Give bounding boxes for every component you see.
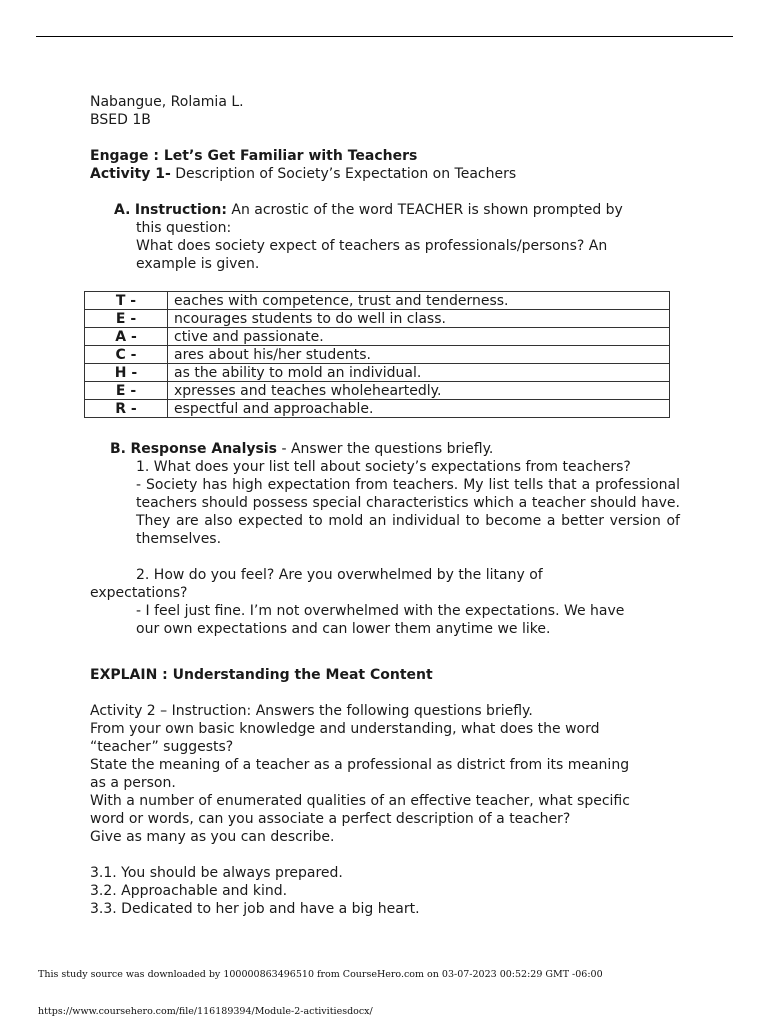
table-row: [85, 346, 670, 364]
explain-line: word or words, can you associate a perfect description of a teacher?: [90, 811, 571, 827]
acrostic-letter: H -: [85, 364, 168, 382]
answer-2-line-1: - I feel just fine. I’m not overwhelmed with the expectations. We have: [136, 603, 625, 619]
response-heading: [90, 440, 680, 458]
acrostic-table: [84, 291, 670, 418]
explain-line: From your own basic knowledge and understanding, what does the word: [90, 721, 600, 737]
answer-2-line-2: our own expectations and can lower them anytime we like.: [136, 621, 551, 637]
acrostic-letter: C -: [85, 346, 168, 364]
answer-item: 3.3. Dedicated to her job and have a big heart.: [90, 901, 420, 917]
activity-1-label: Activity 1-: [90, 166, 171, 182]
acrostic-letter: A -: [85, 328, 168, 346]
acrostic-text: as the ability to mold an individual.: [168, 364, 670, 382]
table-row: [85, 400, 670, 418]
activity-1-heading: [90, 165, 680, 183]
top-divider: [36, 36, 733, 37]
explain-line: Give as many as you can describe.: [90, 829, 335, 845]
activity-1-text: Description of Society’s Expectation on Teachers: [170, 166, 517, 182]
student-name: Nabangue, Rolamia L.: [90, 94, 244, 110]
acrostic-letter: R -: [85, 400, 168, 418]
answer-item: 3.1. You should be always prepared.: [90, 865, 343, 881]
acrostic-text: ctive and passionate.: [168, 328, 670, 346]
document-body: [90, 93, 680, 918]
answer-item: 3.2. Approachable and kind.: [90, 883, 288, 899]
engage-heading: Engage : Let’s Get Familiar with Teachers: [90, 148, 418, 164]
question-1: 1. What does your list tell about society’s expectations from teachers?: [136, 459, 631, 475]
answer-1: - Society has high expectation from teachers. My list tells that a professional teachers should possess special characteristics which a teacher should have. They are also expected to mold an individual to become a better version of themselves.: [136, 477, 680, 547]
response-marker: B.: [110, 441, 126, 457]
explain-line: as a person.: [90, 775, 176, 791]
acrostic-text: espectful and approachable.: [168, 400, 670, 418]
table-row: [85, 310, 670, 328]
explain-line: Activity 2 – Instruction: Answers the following questions briefly.: [90, 703, 533, 719]
response-text: - Answer the questions briefly.: [277, 441, 494, 457]
acrostic-text: xpresses and teaches wholeheartedly.: [168, 382, 670, 400]
instruction-marker: A.: [114, 202, 131, 218]
explain-line: With a number of enumerated qualities of an effective teacher, what specific: [90, 793, 630, 809]
instruction-line: [90, 201, 680, 219]
acrostic-text: ares about his/her students.: [168, 346, 670, 364]
table-row: [85, 292, 670, 310]
table-row: [85, 328, 670, 346]
response-label: Response Analysis: [130, 441, 278, 457]
acrostic-letter: E -: [85, 382, 168, 400]
table-row: [85, 382, 670, 400]
instruction-text-1: An acrostic of the word TEACHER is shown prompted by: [226, 202, 623, 218]
student-course: BSED 1B: [90, 112, 151, 128]
acrostic-text: eaches with competence, trust and tenderness.: [168, 292, 670, 310]
question-2-line-1: 2. How do you feel? Are you overwhelmed by the litany of: [136, 567, 543, 583]
acrostic-text: ncourages students to do well in class.: [168, 310, 670, 328]
explain-line: “teacher” suggests?: [90, 739, 234, 755]
question-2-line-2: expectations?: [90, 585, 188, 601]
instruction-text-2: this question:: [136, 220, 232, 236]
acrostic-letter: E -: [85, 310, 168, 328]
instruction-text-3: What does society expect of teachers as professionals/persons? An: [136, 238, 608, 254]
explain-line: State the meaning of a teacher as a professional as district from its meaning: [90, 757, 630, 773]
acrostic-letter: T -: [85, 292, 168, 310]
table-row: [85, 364, 670, 382]
explain-heading: EXPLAIN : Understanding the Meat Content: [90, 667, 433, 683]
instruction-label: Instruction:: [134, 202, 227, 218]
source-url[interactable]: https://www.coursehero.com/file/116189394/Module-2-activitiesdocx/: [38, 1006, 373, 1017]
instruction-text-4: example is given.: [136, 256, 260, 272]
download-source-notice: This study source was downloaded by 100000863496510 from CourseHero.com on 03-07-2023 00:52:29 GMT -06:00: [38, 969, 603, 980]
